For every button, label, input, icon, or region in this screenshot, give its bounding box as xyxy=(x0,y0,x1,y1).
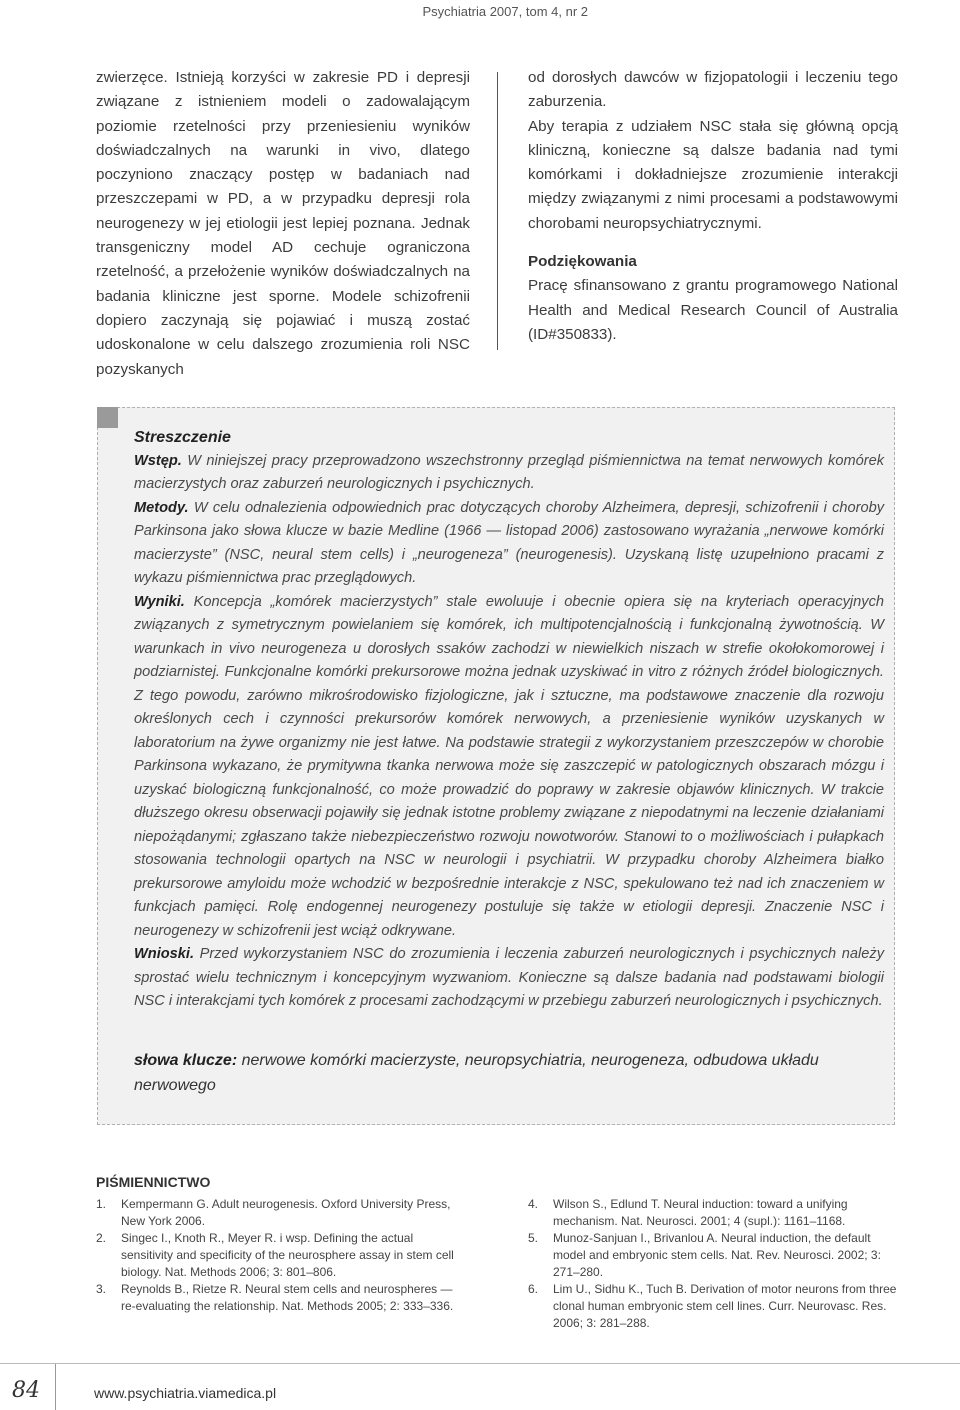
reference-item xyxy=(96,1230,468,1281)
reference-text: Munoz-Sanjuan I., Brivanlou A. Neural induction, the default model and embryonic stem cells. Nat. Rev. Neurosci. 2002; 3: 271–280. xyxy=(553,1231,881,1279)
footer-divider xyxy=(55,1364,56,1410)
column-divider xyxy=(497,72,498,350)
keywords xyxy=(134,1048,834,1098)
abstract-text-intro: W niniejszej pracy przeprowadzono wszechstronny przegląd piśmiennictwa na temat nerwowych komórek macierzystych oraz zaburzeń neurologicznych i psychicznych. xyxy=(134,452,884,492)
abstract-section-methods xyxy=(134,497,884,591)
abstract-label-conclusions: Wnioski. xyxy=(134,946,194,962)
reference-text: Wilson S., Edlund T. Neural induction: toward a unifying mechanism. Nat. Neurosci. 2001; 4 (supl.): 1161–1168. xyxy=(553,1197,848,1228)
reference-number: 5. xyxy=(528,1231,539,1245)
abstract-section-conclusions xyxy=(134,943,884,1014)
reference-number: 3. xyxy=(96,1282,107,1296)
page-number: 84 xyxy=(12,1378,40,1403)
abstract-label-results: Wyniki. xyxy=(134,593,185,610)
left-column xyxy=(96,66,470,382)
reference-text: Lim U., Sidhu K., Tuch B. Derivation of motor neurons from three clonal human embryonic stem cell lines. Curr. Neurovasc. Res. 2006; 3: 281–288. xyxy=(553,1282,897,1330)
reference-number: 2. xyxy=(96,1231,107,1245)
reference-item xyxy=(96,1281,468,1315)
running-header xyxy=(0,0,960,22)
abstract-corner-marker xyxy=(97,407,118,428)
abstract-text-conclusions: Przed wykorzystaniem NSC do zrozumienia i leczenia zaburzeń neurologicznych i psychicznych należy sprostać wielu technicznym i koncepcyjnym wyzwaniom. Konieczne są dalsze badania nad podstawami biologii NSC i interakcjami tych komórek z procesami zachodzącymi w przebiegu zaburzeń neurologicznych i psychicznych. xyxy=(134,946,884,1009)
footer-url-link[interactable]: www.psychiatria.viamedica.pl xyxy=(94,1385,277,1401)
reference-text: Kempermann G. Adult neurogenesis. Oxford University Press, New York 2006. xyxy=(121,1197,451,1228)
abstract-title: Streszczenie xyxy=(134,429,231,446)
abstract-text-methods: W celu odnalezienia odpowiednich prac dotyczących choroby Alzheimera, depresji, schizofrenii i choroby Parkinsona jako słowa klucze w bazie Medline (1966 — listopad 2006) zastosowano wyrażania „nerwowe komórki macierzyste” (NSC, neural stem cells) i „neurogeneza” (neurogenesis). Uzyskaną listę uzupełniono pracami z wykazu piśmiennictwa prac przeglądowych. xyxy=(134,499,885,586)
reference-item xyxy=(528,1196,898,1230)
references-heading: PIŚMIENNICTWO xyxy=(96,1174,211,1190)
reference-number: 6. xyxy=(528,1282,539,1296)
reference-number: 4. xyxy=(528,1197,539,1211)
abstract-section-results xyxy=(134,591,884,944)
acknowledgements-heading: Podziękowania xyxy=(528,253,637,271)
footer-rule xyxy=(0,1363,960,1364)
right-column xyxy=(528,66,898,347)
right-para-2: Aby terapia z udziałem NSC stała się główną opcją kliniczną, konieczne są dalsze badania nad tymi komórkami i dokładniejsze zrozumienie interakcji między związanymi z nimi procesami a podstawowymi chorobami neuropsychiatrycznymi. xyxy=(528,117,898,232)
reference-item xyxy=(528,1281,898,1332)
reference-text: Reynolds B., Rietze R. Neural stem cells and neurospheres — re-evaluating the relationship. Nat. Methods 2005; 2: 333–336. xyxy=(121,1282,454,1313)
abstract-label-intro: Wstęp. xyxy=(134,452,182,469)
acknowledgements-text: Pracę sfinansowano z grantu programowego National Health and Medical Research Council of Australia (ID#350833). xyxy=(528,277,898,343)
reference-number: 1. xyxy=(96,1197,107,1211)
reference-item xyxy=(528,1230,898,1281)
journal-citation: Psychiatria 2007, tom 4, nr 2 xyxy=(422,4,588,19)
abstract xyxy=(134,426,884,1014)
abstract-section-intro xyxy=(134,450,884,497)
right-para-1: od dorosłych dawców w fizjopatologii i leczeniu tego zaburzenia. xyxy=(528,69,898,111)
reference-text: Singec I., Knoth R., Meyer R. i wsp. Defining the actual sensitivity and specificity of the neurosphere assay in stem cell biology. Nat. Methods 2006; 3: 801–806. xyxy=(121,1231,454,1279)
references-left xyxy=(96,1196,468,1315)
abstract-label-methods: Metody. xyxy=(134,499,189,516)
references-right xyxy=(528,1196,898,1332)
reference-item xyxy=(96,1196,468,1230)
abstract-text-results: Koncepcja „komórek macierzystych” stale ewoluuje i obecnie opiera się na kryteriach operacyjnych związanych z symetrycznym powielaniem się komórek, ich multipotencjalnością i funkcjonalną żywotnością. W warunkach in vivo neurogeneza u dorosłych ssaków zachodzi w niewielkich niszach w strefie okołokomorowej i podziarnistej. Funkcjonalne komórki prekursorowe można jednak uzyskiwać in vitro z różnych źródeł biologicznych. Z tego powodu, zarówno mikrośrodowisko fizjologiczne, jak i sztuczne, ma podstawowe znaczenie dla rozwoju określonych cech i czynności prekursorów komórek nerwowych, a przeniesienie wyników uzyskanych w laboratorium na żywe organizmy nie jest łatwe. Na podstawie strategii z wykorzystaniem przeszczepów w chorobie Parkinsona wykazano, że prymitywna tkanka nerwowa może się zaszczepić w patologicznych obszarach mózgu i uzyskać biologiczną funkcjonalność, co może prowadzić do poprawy w zakresie objawów klinicznych. W trakcie dłuższego okresu obserwacji pojawiły się jednak istotne problemy związane z niepodatnymi na leczenie działaniami niepożądanymi; zgłaszano także niebezpieczeństwo rozwoju nowotworów. Stanowi to o możliwościach i pułapkach stosowania technologii opartych na NSC w neurologii i psychiatrii. W przypadku choroby Alzheimera białko prekursorowe amyloidu może wchodzić w bezpośrednie interakcje z NSC, spekulowano też nad ich znaczeniem w funkcjach pamięci. Rolę endogennej neurogenezy postuluje się także w etiologii depresji. Znaczenie NSC i neurogenezy w schizofrenii jest wciąż odkrywane. xyxy=(134,593,885,939)
keywords-label: słowa klucze: xyxy=(134,1052,238,1069)
left-column-text: zwierzęce. Istnieją korzyści w zakresie PD i depresji związane z istnieniem modeli o zadowalającym poziomie rzetelności przy przeniesieniu wyników doświadczalnych na warunki in vivo, dlatego poczyniono znaczący postęp w badaniach nad przeszczepami w PD, a w przypadku depresji rola neurogenezy w jej etiologii jest lepiej poznana. Jednak transgeniczny model AD cechuje ograniczona rzetelność, a przełożenie wyników doświadczalnych na badania kliniczne jest sporne. Modele schizofrenii dopiero zaczynają się pojawiać i muszą zostać udoskonalone w celu dalszego zrozumienia roli NSC pozyskanych xyxy=(96,69,470,378)
keywords-text: nerwowe komórki macierzyste, neuropsychiatria, neurogeneza, odbudowa układu nerwowego xyxy=(134,1052,819,1094)
